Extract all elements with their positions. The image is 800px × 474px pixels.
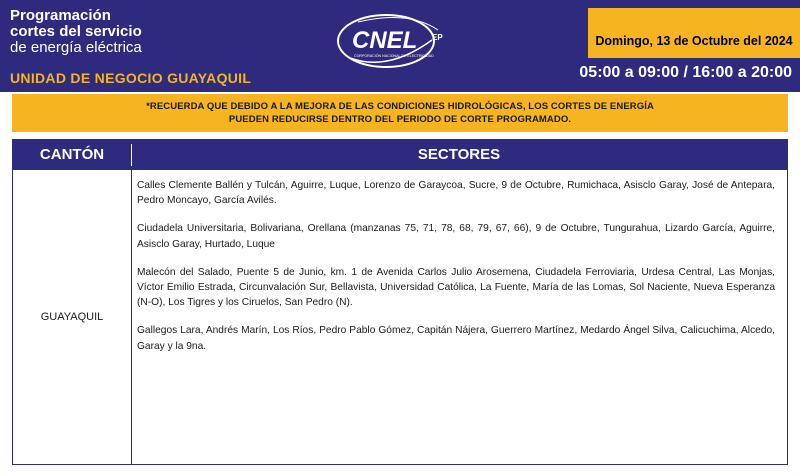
date-box (588, 8, 800, 58)
notice-line-1: *RECUERDA QUE DEBIDO A LA MEJORA DE LAS CONDICIONES HIDROLÓGICAS, LOS CORTES DE ENERGÍA (146, 101, 654, 112)
title-line-2: cortes del servicio (10, 23, 142, 40)
notice-line-2: PUEDEN REDUCIRSE DENTRO DEL PERIODO DE CORTE PROGRAMADO. (228, 114, 572, 125)
notice-banner (12, 94, 788, 132)
logo-tagline: CORPORACIÓN NACIONAL DE ELECTRICIDAD (354, 54, 434, 58)
time-range: 05:00 a 09:00 / 16:00 a 20:00 (579, 64, 792, 81)
sector-group: Ciudadela Universitaria, Bolivariana, Orellana (manzanas 75, 71, 78, 68, 79, 67, 66), 9 de Octubre, Tungurahua, Lizardo García, Aguirre, Asisclo Garay, Hurtado, Luque (137, 223, 775, 250)
cnel-logo (328, 10, 488, 72)
sectors-cell (137, 178, 775, 367)
title-line-3: de energía eléctrica (10, 39, 142, 56)
outage-table (12, 139, 788, 465)
logo-suffix: EP (432, 33, 443, 42)
schedule-date: Domingo, 13 de Octubre del 2024 (595, 34, 793, 48)
canton-name: GUAYAQUIL (40, 311, 104, 323)
sector-group: Calles Clemente Ballén y Tulcán, Aguirre, Luque, Lorenzo de Garaycoa, Sucre, 9 de Octubre, Rumichaca, Asisclo Garay, José de Antepara, Pedro Moncayo, García Avilés. (137, 180, 775, 207)
business-unit-label: UNIDAD DE NEGOCIO GUAYAQUIL (10, 70, 252, 86)
header-canton: CANTÓN (39, 146, 105, 163)
column-divider (131, 170, 132, 464)
title-line-1: Programación (10, 7, 111, 24)
logo-name: CNEL (352, 27, 418, 54)
sector-group: Malecón del Salado, Puente 5 de Junio, km. 1 de Avenida Carlos Julio Arosemena, Ciudadela Ferroviaria, Urdesa Central, Las Monjas, Víctor Emilio Estrada, Circunvalación Sur, Bellavista, Universidad Católica, La Fuente, María de las Lomas, Sol Naciente, Nueva Esperanza (N-O), Los Tigres y los Ciruelos, San Pedro (N). (137, 266, 775, 309)
header-banner (0, 0, 800, 92)
canton-cell (13, 170, 131, 464)
sector-group: Gallegos Lara, Andrés Marín, Los Ríos, Pedro Pablo Gómez, Capitán Nájera, Guerrero Martínez, Medardo Ángel Silva, Calicuchima, Alcedo, Garay y la 9na. (137, 325, 775, 352)
schedule-title (10, 8, 142, 56)
header-sectores: SECTORES (417, 146, 501, 163)
table-header (13, 140, 787, 170)
